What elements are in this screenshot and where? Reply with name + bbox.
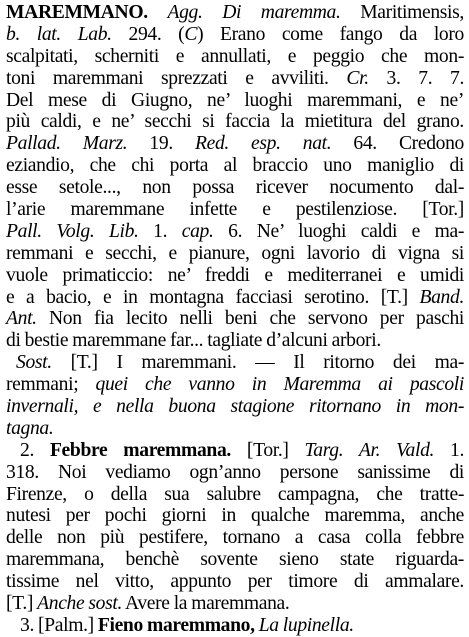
body-text: ) Erano come fango da loro bbox=[197, 23, 464, 45]
italic-text: Cr. bbox=[346, 67, 369, 89]
text-line bbox=[6, 308, 464, 330]
text-line bbox=[6, 90, 464, 112]
body-text: di bestie maremmane far... tagliate d’alcuni arbori. bbox=[6, 330, 381, 352]
body-text: 64. Credono bbox=[331, 133, 464, 155]
body-text: Non fia lecito nelli beni che servono per paschi bbox=[36, 308, 464, 330]
text-line bbox=[6, 352, 464, 374]
body-text: 1. bbox=[434, 439, 464, 461]
body-text: maremmana, benchè sovente sieno state riguarda- bbox=[6, 549, 464, 571]
text-line bbox=[6, 243, 464, 265]
italic-text: quei che vanno in Maremma ai pascoli bbox=[95, 374, 464, 396]
italic-text: Pallad. Marz. bbox=[6, 133, 128, 155]
italic-text: tagna. bbox=[6, 417, 54, 439]
body-text: Maritimensis, bbox=[340, 2, 464, 23]
italic-text: Sost. bbox=[16, 352, 52, 374]
text-line bbox=[6, 527, 464, 549]
headword: MAREMMANO. bbox=[6, 2, 148, 23]
italic-text: b. lat. Lab. bbox=[6, 23, 112, 45]
body-text: remmani; bbox=[6, 374, 96, 396]
italic-text: La lupinella. bbox=[258, 614, 354, 636]
body-text: nutesi per pochi giorni in qualche maremma, anche bbox=[6, 505, 464, 527]
body-text: 294. ( bbox=[111, 23, 185, 45]
text-line bbox=[6, 24, 464, 46]
body-text: vuole primaticcio: ne’ freddi e mediterranei e umidi bbox=[6, 264, 464, 286]
body-text: Firenze, o della sua salubre campagna, che tratte- bbox=[6, 483, 464, 505]
text-line bbox=[6, 68, 464, 90]
body-text: eziandio, che chi porta al braccio uno maniglio di bbox=[6, 155, 464, 177]
text-line bbox=[6, 374, 464, 396]
body-text: Del mese di Giugno, ne’ luoghi maremmani, e ne’ bbox=[6, 89, 464, 111]
italic-text: Red. esp. nat. bbox=[194, 133, 332, 155]
body-text: 19. bbox=[127, 133, 195, 155]
text-line bbox=[6, 265, 464, 287]
text-line bbox=[6, 111, 464, 133]
text-line bbox=[6, 2, 464, 24]
body-text: l’arie maremmane infette e pestilenziose. [Tor.] bbox=[6, 199, 464, 221]
text-line bbox=[6, 549, 464, 571]
text-line bbox=[6, 177, 464, 199]
body-text: più caldi, e ne’ secchi si faccia la mietitura del grano. bbox=[6, 111, 464, 133]
body-text: 3. 7. 7. bbox=[368, 67, 465, 89]
italic-text: cap. bbox=[181, 220, 214, 242]
body-text: esse setole..., non possa ricever nocumento dal- bbox=[6, 177, 464, 199]
headword: Fieno maremmano, bbox=[97, 614, 255, 636]
dictionary-entry bbox=[6, 2, 465, 636]
body-text: 1. bbox=[138, 220, 182, 242]
text-line bbox=[6, 199, 464, 221]
body-text: tissime nel vitto, appunto per timore di ammalare. bbox=[6, 571, 464, 593]
body-text: scalpitati, scherniti e annullati, e peggio che mon- bbox=[6, 45, 464, 67]
text-line bbox=[6, 593, 464, 615]
text-line bbox=[6, 155, 464, 177]
body-text: 3. [Palm.] bbox=[20, 614, 98, 636]
body-text: Avere la maremmana. bbox=[122, 593, 290, 615]
text-line bbox=[6, 418, 464, 440]
italic-text: Band. bbox=[419, 286, 464, 308]
body-text: remmani e secchi, e pianure, ogni lavorio di vigna si bbox=[6, 242, 464, 264]
text-line bbox=[6, 330, 464, 352]
headword: Febbre maremmana. bbox=[49, 439, 231, 461]
italic-text: Ant. bbox=[6, 308, 37, 330]
body-text: 318. Noi vediamo ogn’anno persone sanissime di bbox=[6, 461, 464, 483]
text-line bbox=[6, 46, 464, 68]
body-text: [Tor.] bbox=[230, 439, 305, 461]
body-text: 6. Ne’ luoghi caldi e ma- bbox=[213, 220, 464, 242]
italic-text: C bbox=[184, 23, 198, 45]
text-line bbox=[6, 462, 464, 484]
text-line bbox=[6, 615, 464, 637]
body-text: [T.] I maremmani. — Il ritorno dei ma- bbox=[51, 352, 464, 374]
body-text: [T.] bbox=[6, 593, 38, 615]
body-text: 2. bbox=[20, 439, 50, 461]
text-line bbox=[6, 484, 464, 506]
italic-text: Pall. Volg. Lib. bbox=[6, 220, 139, 242]
text-line bbox=[6, 221, 464, 243]
italic-text: invernali, e nella buona stagione ritornano in mon- bbox=[6, 396, 464, 418]
italic-text: Targ. Ar. Vald. bbox=[304, 439, 435, 461]
body-text: delle non più pestifere, tornano a casa colla febbre bbox=[6, 527, 464, 549]
text-line bbox=[6, 571, 464, 593]
text-line bbox=[6, 396, 464, 418]
text-line bbox=[6, 287, 464, 309]
italic-text: Anche sost. bbox=[37, 593, 123, 615]
body-text: toni maremmani sprezzati e avviliti. bbox=[6, 67, 347, 89]
text-line bbox=[6, 133, 464, 155]
body-text: e a bacio, e in montagna facciasi serotino. [T.] bbox=[6, 286, 420, 308]
body-text bbox=[148, 2, 168, 23]
text-line bbox=[6, 440, 464, 462]
italic-text: Agg. Di maremma. bbox=[167, 2, 341, 23]
text-line bbox=[6, 505, 464, 527]
